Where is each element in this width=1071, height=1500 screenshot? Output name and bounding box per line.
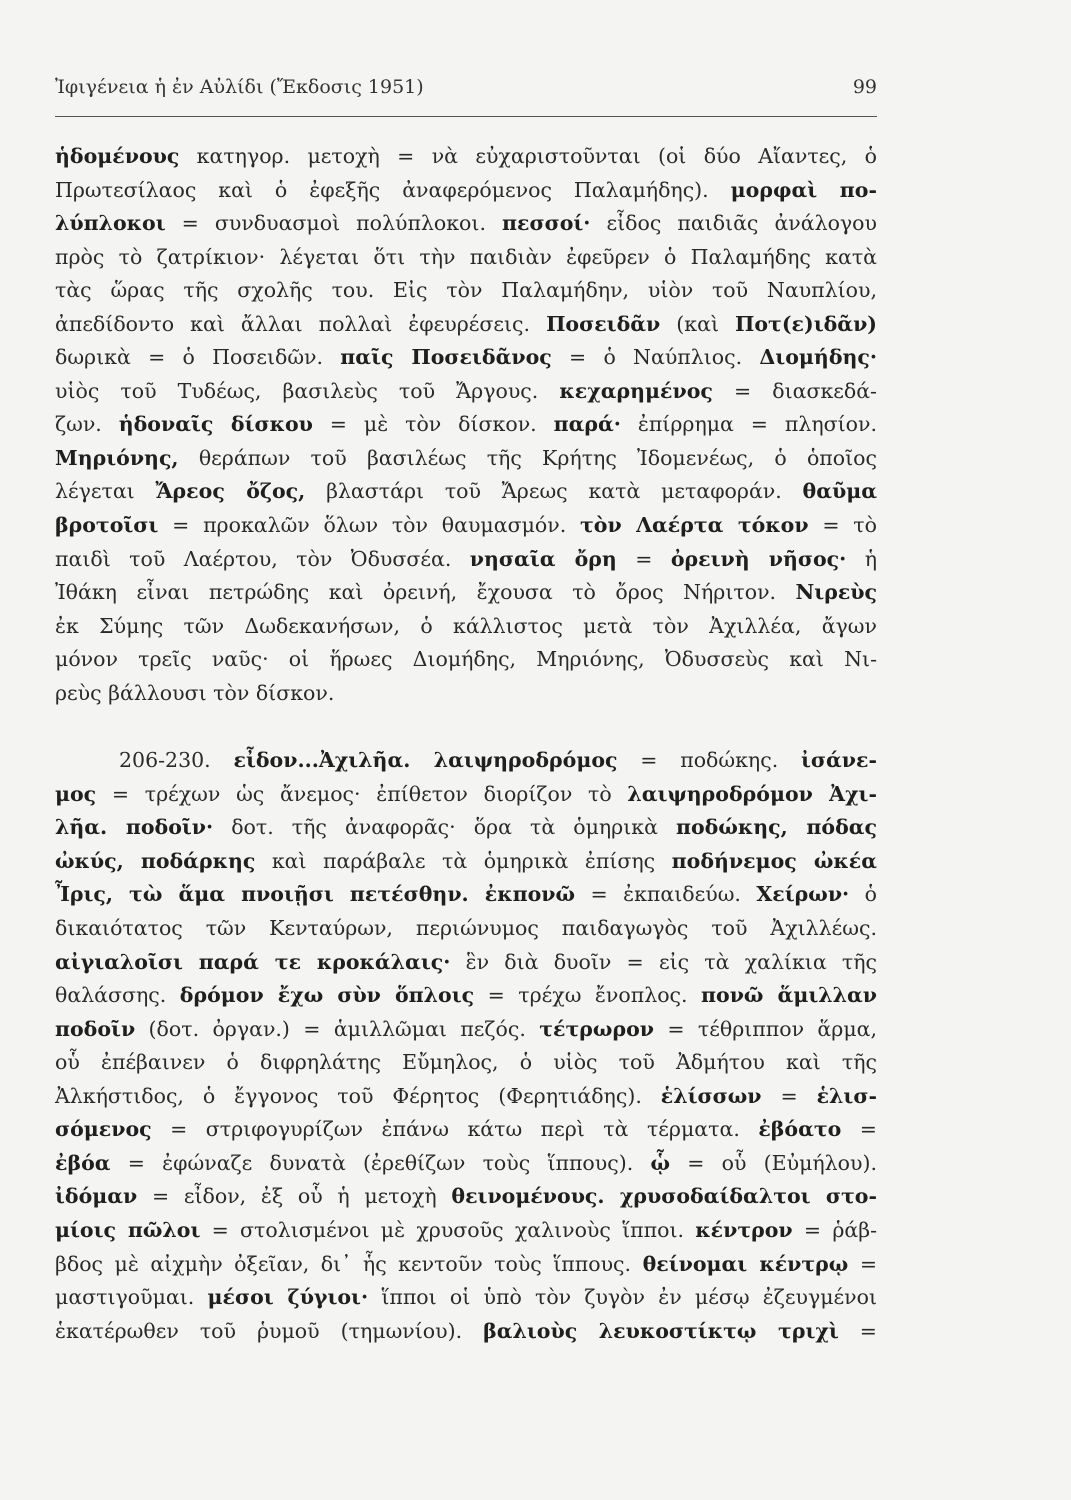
gloss-text: θεράπων τοῦ βασιλέως τῆς Κρήτης Ἰδομενέως, ὁ ὁποῖος — [178, 445, 877, 470]
gloss-text: = προκαλῶν ὅλων τὸν θαυμασμόν. — [158, 513, 580, 538]
gloss-text: = — [616, 546, 671, 571]
text-line — [55, 1147, 877, 1181]
gloss-text: ζων. — [55, 412, 119, 437]
text-line — [55, 475, 877, 509]
lemma-term: λύπλοκοι — [55, 211, 166, 236]
gloss-text: = τρέχων ὡς ἄνεμος· ἐπίθετον διορίζον τὸ — [96, 781, 628, 806]
gloss-text: παιδὶ τοῦ Λαέρτου, τὸν Ὀδυσσέα. — [55, 546, 470, 571]
text-line — [55, 1315, 877, 1349]
lemma-term: Ποτ(ε)ιδᾶν) — [735, 311, 877, 336]
gloss-text: ἓν διὰ δυοῖν = εἰς τὰ χαλίκια τῆς — [450, 949, 878, 974]
text-line — [55, 207, 877, 241]
gloss-text: = ἐφώναζε δυνατὰ (ἐρεθίζων τοὺς ἵππους). — [110, 1150, 651, 1175]
lemma-term: βροτοῖσι — [55, 513, 159, 538]
lemma-term: κεχαρημένος — [559, 378, 713, 403]
lemma-term: μίοις πῶλοι — [55, 1217, 201, 1242]
text-line — [55, 274, 877, 308]
lemma-term: εἶδον...Ἀχιλῆα. λαιψηροδρόμος — [233, 748, 618, 773]
lemma-term: αἰγιαλοῖσι παρά τε κροκάλαις· — [55, 949, 451, 974]
gloss-text: ρεὺς βάλλουσι τὸν δίσκον. — [55, 680, 335, 705]
gloss-text: = — [841, 1117, 877, 1142]
lemma-term: πεσσοί· — [502, 211, 591, 236]
gloss-text: = ποδώκης. — [617, 748, 801, 773]
text-line — [55, 241, 877, 275]
text-line — [55, 878, 877, 912]
text-line — [55, 576, 877, 610]
lemma-term: ποδοῖν — [55, 1016, 136, 1041]
gloss-text: = — [761, 1083, 817, 1108]
text-line — [55, 979, 877, 1013]
lemma-term: σόμενος — [55, 1117, 152, 1142]
gloss-text: ἡ — [846, 546, 878, 571]
commentary-body — [55, 140, 877, 1348]
gloss-text: ἐκ Σύμης τῶν Δωδεκανήσων, ὁ κάλλιστος μετὰ τὸν Ἀχιλλέα, ἄγων — [55, 613, 877, 638]
gloss-text: μόνον τρεῖς ναῦς· οἱ ἥρωες Διομήδης, Μηριόνης, Ὀδυσσεὺς καὶ Νι- — [55, 647, 877, 672]
gloss-text: θαλάσσης. — [55, 983, 180, 1008]
page-number: 99 — [852, 76, 877, 98]
text-line — [55, 1214, 877, 1248]
gloss-text: εἶδος παιδιᾶς ἀνάλογου — [590, 211, 877, 236]
lemma-term: ἑλισ- — [816, 1083, 877, 1108]
lemma-term: θείνομαι κέντρῳ — [642, 1251, 849, 1276]
lemma-term: Μηριόνης, — [55, 445, 179, 470]
gloss-text: δικαιότατος τῶν Κενταύρων, περιώνυμος παιδαγωγὸς τοῦ Ἀχιλλέως. — [55, 916, 877, 941]
lemma-term: παρά· — [553, 412, 621, 437]
lemma-term: ἐβόα — [55, 1150, 111, 1175]
running-title: Ἰφιγένεια ἡ ἐν Αὐλίδι (Ἔκδοσις 1951) — [55, 76, 424, 98]
gloss-text: = μὲ τὸν δίσκον. — [312, 412, 554, 437]
gloss-text: πρὸς τὸ ζατρίκιον· λέγεται ὅτι τὴν παιδιὰν ἐφεῦρεν ὁ Παλαμήδης κατὰ — [55, 244, 877, 269]
gloss-text: = τέθριππον ἅρμα, — [653, 1016, 877, 1041]
gloss-text: = στριφογυρίζων ἐπάνω κάτω περὶ τὰ τέρματα. — [151, 1117, 759, 1142]
text-line — [55, 946, 877, 980]
gloss-text: Πρωτεσίλαος καὶ ὁ ἐφεξῆς ἀναφερόμενος Παλαμήδης). — [55, 177, 731, 202]
lemma-term: Ποσειδᾶν — [546, 311, 661, 336]
gloss-text: τὰς ὥρας τῆς σχολῆς του. Εἰς τὸν Παλαμήδην, υἱὸν τοῦ Ναυπλίου, — [55, 278, 877, 303]
text-line — [55, 912, 877, 946]
lemma-term: θεινομένους. χρυσοδαίδαλτοι στο- — [451, 1184, 877, 1209]
gloss-text: λέγεται — [55, 479, 156, 504]
lemma-term: Ἄρεος ὄζος, — [155, 479, 306, 504]
text-line — [55, 308, 877, 342]
lemma-term: μέσοι ζύγιοι· — [207, 1285, 369, 1310]
paragraph-gap — [55, 710, 877, 744]
lemma-term: τέτρωρον — [539, 1016, 654, 1041]
lemma-term: ὠκύς, ποδάρκης — [55, 848, 256, 873]
lemma-term: ἰδόμαν — [55, 1184, 138, 1209]
lemma-term: ἡδοναῖς δίσκου — [118, 412, 313, 437]
gloss-text: 206-230. — [119, 748, 234, 773]
text-line — [55, 610, 877, 644]
text-line — [55, 1180, 877, 1214]
gloss-text: καὶ παράβαλε τὰ ὁμηρικὰ ἐπίσης — [255, 848, 672, 873]
text-line — [55, 1248, 877, 1282]
gloss-text: = οὗ (Εὐμήλου). — [669, 1150, 877, 1175]
gloss-text: = συνδυασμοὶ πολύπλοκοι. — [165, 211, 502, 236]
text-line — [55, 1013, 877, 1047]
lemma-term: τὸν Λαέρτα τόκον — [580, 513, 809, 538]
text-line — [55, 1281, 877, 1315]
lemma-term: λαιψηροδρόμον Ἀχι- — [627, 781, 877, 806]
lemma-term: πονῶ ἅμιλλαν — [701, 983, 877, 1008]
lemma-term: Χείρων· — [756, 882, 850, 907]
gloss-text: δοτ. τῆς ἀναφορᾶς· ὅρα τὰ ὁμηρικὰ — [213, 815, 676, 840]
lemma-term: νησαῖα ὄρη — [469, 546, 617, 571]
gloss-text: υἱὸς τοῦ Τυδέως, βασιλεὺς τοῦ Ἄργους. — [55, 378, 560, 403]
text-line — [55, 341, 877, 375]
gloss-text: = τρέχω ἔνοπλος. — [474, 983, 702, 1008]
text-line — [55, 1080, 877, 1114]
lemma-term: ὀρεινὴ νῆσος· — [670, 546, 847, 571]
text-line — [55, 845, 877, 879]
gloss-text: = ῥάβ- — [792, 1217, 877, 1242]
lemma-term: ἑλίσσων — [660, 1083, 762, 1108]
lemma-term: θαῦμα — [802, 479, 877, 504]
text-line — [55, 543, 877, 577]
text-line — [55, 1113, 877, 1147]
text-line — [55, 677, 877, 711]
text-line — [55, 778, 877, 812]
text-line — [55, 811, 877, 845]
gloss-text: βδος μὲ αἰχμὴν ὀξεῖαν, δι᾽ ἧς κεντοῦν τοὺς ἵππους. — [55, 1251, 643, 1276]
lemma-term: κέντρον — [695, 1217, 793, 1242]
lemma-term: παῖς Ποσειδᾶνος — [340, 345, 552, 370]
lemma-term: μορφαὶ πο- — [730, 177, 877, 202]
text-line — [55, 375, 877, 409]
gloss-text: (δοτ. ὀργαν.) = ἁμιλλῶμαι πεζός. — [135, 1016, 540, 1041]
lemma-term: βαλιοὺς λευκοστίκτῳ τριχὶ — [483, 1318, 839, 1343]
text-line — [55, 643, 877, 677]
lemma-term: μος — [55, 781, 97, 806]
gloss-text: = ἐκπαιδεύω. — [575, 882, 757, 907]
text-line — [55, 509, 877, 543]
lemma-term: ποδώκης, πόδας — [675, 815, 877, 840]
text-line — [55, 744, 877, 778]
lemma-term: Ἶρις, τὼ ἅμα πνοιῇσι πετέσθην. ἐκπονῶ — [55, 882, 576, 907]
text-line — [55, 1046, 877, 1080]
lemma-term: ἡδομένους — [55, 144, 180, 168]
gloss-text: ἐπίρρημα = πλησίον. — [620, 412, 877, 437]
gloss-text: Ἰθάκη εἶναι πετρώδης καὶ ὀρεινή, ἔχουσα τὸ ὄρος Νήριτον. — [55, 580, 796, 605]
lemma-term: ποδήνεμος ὠκέα — [671, 848, 877, 873]
lemma-term: ᾧ — [650, 1150, 670, 1175]
gloss-text: ἵπποι οἱ ὑπὸ τὸν ζυγὸν ἐν μέσῳ ἐζευγμένοι — [368, 1285, 877, 1310]
lemma-term: δρόμον ἔχω σὺν ὅπλοις — [179, 983, 475, 1008]
text-line — [55, 174, 877, 208]
gloss-text: = ὁ Ναύπλιος. — [551, 345, 760, 370]
running-header — [55, 76, 877, 98]
gloss-text: δωρικὰ = ὁ Ποσειδῶν. — [55, 345, 341, 370]
gloss-text: Ἀλκήστιδος, ὁ ἔγγονος τοῦ Φέρητος (Φερητιάδης). — [55, 1083, 661, 1108]
text-line — [55, 140, 877, 174]
gloss-text: ὁ — [849, 882, 877, 907]
lemma-term: ἐβόατο — [758, 1117, 842, 1142]
gloss-text: = — [838, 1318, 877, 1343]
lemma-term: λῆα. ποδοῖν· — [55, 815, 214, 840]
lemma-term: ἰσάνε- — [801, 748, 878, 773]
text-line — [55, 408, 877, 442]
gloss-text: = διασκεδά- — [712, 378, 877, 403]
gloss-text: = στολισμένοι μὲ χρυσοῦς χαλινοὺς ἵπποι. — [200, 1217, 696, 1242]
gloss-text: = τὸ — [808, 513, 877, 538]
gloss-text: μαστιγοῦμαι. — [55, 1285, 208, 1310]
gloss-text: ἑκατέρωθεν τοῦ ῥυμοῦ (τημωνίου). — [55, 1318, 484, 1343]
header-rule — [55, 116, 877, 117]
gloss-text: ἀπεδίδοντο καὶ ἄλλαι πολλαὶ ἐφευρέσεις. — [55, 311, 547, 336]
gloss-text: κατηγορ. μετοχὴ = νὰ εὐχαριστοῦνται (οἱ δύο Αἴαντες, ὁ — [179, 144, 877, 168]
lemma-term: Νιρεὺς — [795, 580, 877, 605]
gloss-text: = — [848, 1251, 877, 1276]
gloss-text: βλαστάρι τοῦ Ἄρεως κατὰ μεταφοράν. — [305, 479, 803, 504]
gloss-text: (καὶ — [660, 311, 736, 336]
text-line — [55, 442, 877, 476]
lemma-term: Διομήδης· — [759, 345, 878, 370]
gloss-text: οὗ ἐπέβαινεν ὁ διφρηλάτης Εὔμηλος, ὁ υἱὸς τοῦ Ἀδμήτου καὶ τῆς — [55, 1050, 877, 1075]
gloss-text: = εἶδον, ἐξ οὗ ἡ μετοχὴ — [137, 1184, 452, 1209]
